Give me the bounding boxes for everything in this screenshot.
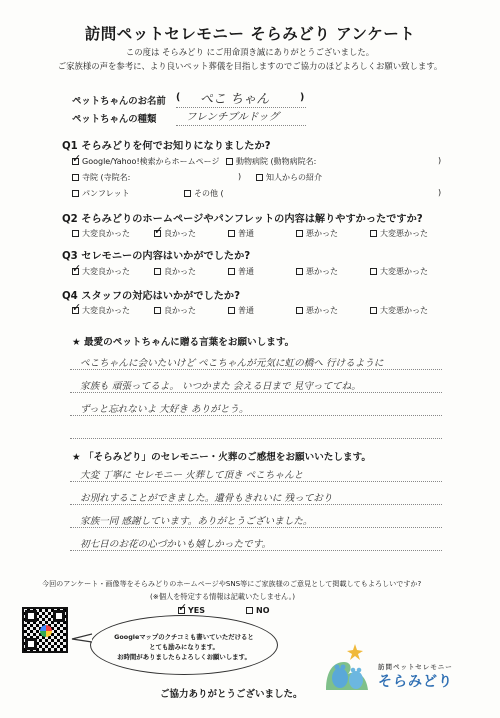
- bubble-line-1: Googleマップのクチコミも書いていただけると: [114, 633, 254, 641]
- consent-question: 今回のアンケート・画像等をそらみどりのホームページやSNS等にご家族様のご意見として掲載してもよろしいですか?: [42, 579, 422, 588]
- google-logo-icon: [40, 625, 52, 637]
- q4-option-label: 普通: [238, 306, 254, 315]
- q3-option-label: 良かった: [164, 267, 196, 276]
- impressions-heading: ★ 「そらみどり」のセレモニー・火葬のご感想をお願いいたします。: [72, 452, 371, 463]
- q4-checkbox[interactable]: [154, 307, 161, 314]
- q1-other-label: その他 (: [194, 189, 224, 198]
- q2-option[interactable]: [296, 228, 338, 239]
- impressions-rule: [70, 527, 442, 528]
- q4-option[interactable]: [296, 305, 338, 316]
- logo-subtitle: 訪問ペットセレモニー: [378, 663, 453, 671]
- q2-option-label: 大変悪かった: [380, 229, 428, 238]
- message-rule: [70, 438, 442, 439]
- q3-checkbox[interactable]: [154, 268, 161, 275]
- q3-checkbox[interactable]: [296, 268, 303, 275]
- q1-temple-checkbox[interactable]: [72, 174, 79, 181]
- q4-checkbox[interactable]: [228, 307, 235, 314]
- q3-option[interactable]: [228, 266, 254, 277]
- q3-option[interactable]: [72, 266, 130, 277]
- q1-vet-close: ): [438, 156, 442, 165]
- q1-temple-label: 寺院 (寺院名:: [82, 173, 131, 182]
- q1-option-vet[interactable]: [226, 156, 316, 167]
- q3-checkbox[interactable]: [370, 268, 377, 275]
- q1-friend-label: 知人からの紹介: [266, 173, 322, 182]
- message-rule: [70, 415, 442, 416]
- pet-name-label: ペットちゃんのお名前: [72, 96, 166, 107]
- q1-option-friend[interactable]: [256, 172, 322, 183]
- q4-checkbox[interactable]: [296, 307, 303, 314]
- consent-note: (※個人を特定する情報は記載いたしません。): [150, 592, 296, 601]
- bubble-line-3: お時間がありましたらよろしくお願いします。: [117, 653, 251, 661]
- q1-vet-checkbox[interactable]: [226, 158, 233, 165]
- intro-line-2: ご家族様の声を参考に、より良いペット葬儀を目指しますのでご協力のほどよろしくお願い致します。: [57, 61, 443, 71]
- q2-option[interactable]: [228, 228, 254, 239]
- q4-option-label: 良かった: [164, 306, 196, 315]
- q4-option[interactable]: [228, 305, 254, 316]
- pet-type-underline: [176, 125, 306, 126]
- qr-corner: [53, 610, 65, 622]
- q1-pamphlet-checkbox[interactable]: [72, 190, 79, 197]
- consent-yes-label: YES: [188, 606, 206, 615]
- q2-checkbox[interactable]: [72, 230, 79, 237]
- q3-option[interactable]: [154, 266, 196, 277]
- q4-option[interactable]: [154, 305, 196, 316]
- impressions-line: 初七日のお花の心づかいも嬉しかったです。: [80, 539, 272, 550]
- message-line: ぺこちゃんに会いたいけど ぺこちゃんが元気に虹の橋へ 行けるように: [80, 358, 384, 369]
- q1-option-pamphlet[interactable]: [72, 188, 130, 199]
- q2-checkbox[interactable]: [296, 230, 303, 237]
- q2-option-label: 大変良かった: [82, 229, 130, 238]
- bubble-line-2: とても励みになります。: [149, 643, 219, 651]
- q2-option-label: 悪かった: [306, 229, 338, 238]
- q2-option[interactable]: [72, 228, 130, 239]
- q3-option-label: 大変悪かった: [380, 267, 428, 276]
- q1-other-close: ): [438, 188, 442, 197]
- pet-type-value[interactable]: フレンチブルドッグ: [186, 111, 279, 123]
- q4-option-label: 悪かった: [306, 306, 338, 315]
- qr-corner: [25, 610, 37, 622]
- q2-question: Q2 そらみどりのホームページやパンフレットの内容は解りやすかったですか?: [62, 214, 423, 225]
- q2-checkbox[interactable]: [228, 230, 235, 237]
- q1-friend-checkbox[interactable]: [256, 174, 263, 181]
- impressions-line: 家族一同 感謝しています。ありがとうございました。: [80, 516, 313, 527]
- message-heading: ★ 最愛のペットちゃんに贈る言葉をお願いします。: [72, 337, 295, 348]
- q1-question: Q1 そらみどりを何でお知りになりましたか?: [62, 141, 271, 152]
- q2-checkbox[interactable]: [370, 230, 377, 237]
- q1-google-checkbox[interactable]: [72, 158, 79, 165]
- message-rule: [70, 369, 442, 370]
- soramidori-logo-icon: [322, 640, 372, 692]
- q4-checkbox[interactable]: [370, 307, 377, 314]
- q1-vet-label: 動物病院 (動物病院名:: [236, 157, 317, 166]
- message-line: 家族も 頑張ってるよ。 いつかまた 会える日まで 見守っててね。: [80, 381, 361, 392]
- intro-line-1: この度は そらみどり にご用命頂き誠にありがとうございました。: [125, 47, 375, 57]
- impressions-rule: [70, 481, 442, 482]
- q1-other-checkbox[interactable]: [184, 190, 191, 197]
- impressions-line: お別れすることができました。遺骨もきれいに 残っており: [80, 493, 333, 504]
- pet-name-value[interactable]: ぺこ ちゃん: [200, 92, 270, 107]
- q1-option-temple[interactable]: [72, 172, 130, 183]
- q2-option[interactable]: [154, 228, 196, 239]
- closing-text: ご協力ありがとうございました。: [160, 689, 303, 700]
- q1-option-google[interactable]: [72, 156, 220, 167]
- consent-yes-option[interactable]: [178, 606, 205, 615]
- q3-checkbox[interactable]: [72, 268, 79, 275]
- pet-name-close-paren: ): [300, 92, 305, 103]
- q4-option[interactable]: [370, 305, 428, 316]
- message-rule: [70, 392, 442, 393]
- q3-option-label: 大変良かった: [82, 267, 130, 276]
- consent-no-option[interactable]: [246, 606, 270, 615]
- impressions-rule: [70, 504, 442, 505]
- consent-yes-checkbox[interactable]: [178, 607, 185, 614]
- q4-option-label: 大変悪かった: [380, 306, 428, 315]
- pet-name-underline: [176, 107, 306, 108]
- q1-temple-close: ): [238, 172, 242, 181]
- q4-question: Q4 スタッフの対応はいかがでしたか?: [62, 291, 241, 302]
- q1-option-other[interactable]: [184, 188, 224, 199]
- logo-title: そらみどり: [378, 674, 453, 690]
- pet-name-open-paren: (: [176, 92, 181, 103]
- q2-option-label: 良かった: [164, 229, 196, 238]
- q3-question: Q3 セレモニーの内容はいかがでしたか?: [62, 251, 251, 262]
- impressions-rule: [70, 550, 442, 551]
- consent-no-label: NO: [256, 606, 270, 615]
- pet-type-label: ペットちゃんの種類: [72, 114, 157, 125]
- qr-corner: [25, 638, 37, 650]
- q4-checkbox[interactable]: [72, 307, 79, 314]
- q2-checkbox[interactable]: [154, 230, 161, 237]
- q1-pamphlet-label: パンフレット: [82, 189, 130, 198]
- q1-google-label: Google/Yahoo!検索からホームページ: [82, 157, 220, 166]
- review-request-bubble: [90, 615, 278, 675]
- consent-no-checkbox[interactable]: [246, 607, 253, 614]
- qr-code-icon[interactable]: [22, 607, 68, 653]
- q2-option[interactable]: [370, 228, 428, 239]
- q4-option-label: 大変良かった: [82, 306, 130, 315]
- message-line: ずっと忘れないよ 大好き ありがとう。: [80, 404, 249, 415]
- q3-option[interactable]: [296, 266, 338, 277]
- q3-option-label: 悪かった: [306, 267, 338, 276]
- q3-option-label: 普通: [238, 267, 254, 276]
- q2-option-label: 普通: [238, 229, 254, 238]
- q4-option[interactable]: [72, 305, 130, 316]
- q3-option[interactable]: [370, 266, 428, 277]
- bubble-tail-icon: [70, 630, 94, 646]
- impressions-line: 大変 丁寧に セレモニー 火葬して頂き ぺこちゃんと: [80, 470, 304, 481]
- page-title: 訪問ペットセレモニー そらみどり アンケート: [84, 25, 416, 43]
- q3-checkbox[interactable]: [228, 268, 235, 275]
